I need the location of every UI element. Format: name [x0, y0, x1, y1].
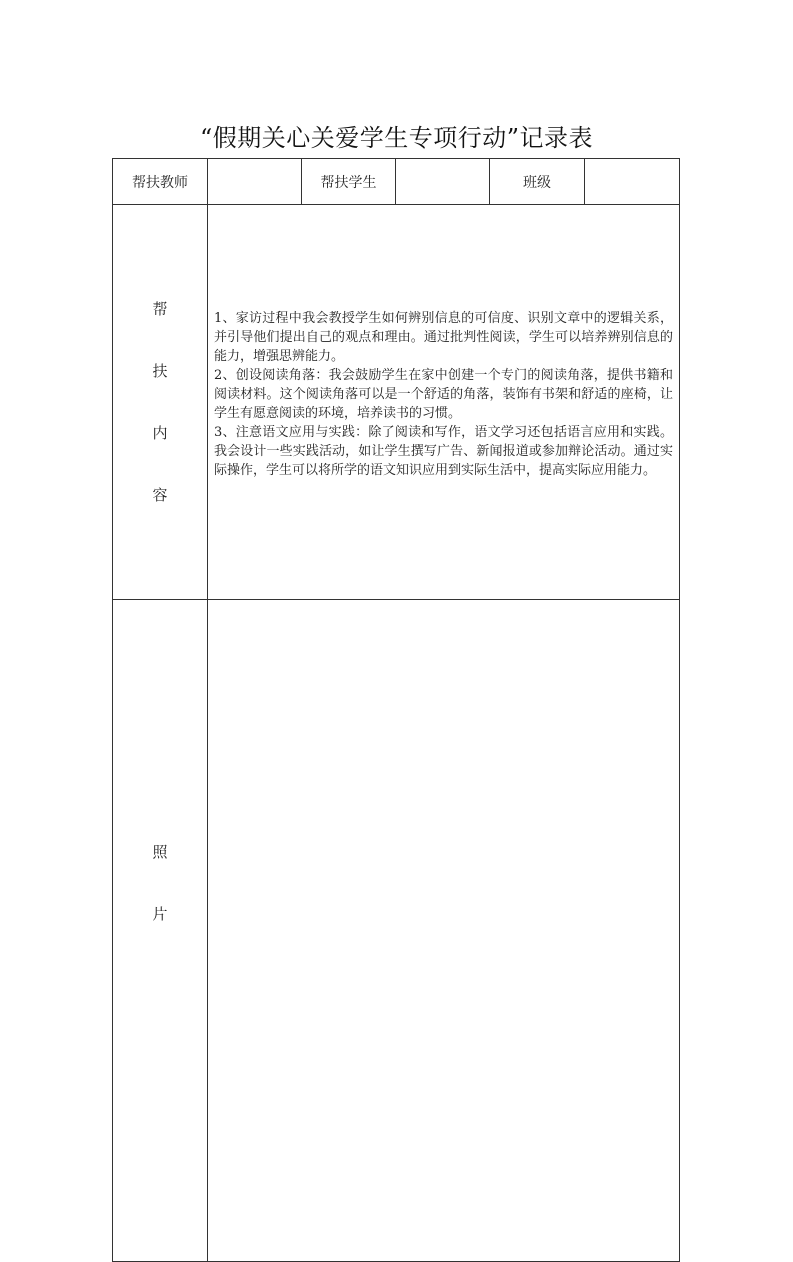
class-label: 班级	[490, 159, 585, 205]
content-paragraph: 1、家访过程中我会教授学生如何辨别信息的可信度、识别文章中的逻辑关系，并引导他们提出自己的观点和理由。通过批判性阅读，学生可以培养辨别信息的能力，增强思辨能力。	[214, 310, 673, 364]
photo-row	[113, 600, 680, 1262]
page-title: “假期关心关爱学生专项行动”记录表	[199, 124, 594, 152]
content-section-label	[113, 205, 208, 600]
content-text	[214, 309, 673, 480]
content-label-char: 容	[152, 486, 168, 504]
teacher-value-cell	[208, 159, 302, 205]
content-paragraph: 3、注意语文应用与实践：除了阅读和写作，语文学习还包括语言应用和实践。我会设计一些实践活动，如让学生撰写广告、新闻报道或参加辩论活动。通过实际操作，学生可以将所学的语文知识应用到实际生活中，提高实际应用能力。	[214, 424, 673, 478]
photo-section-label	[113, 600, 208, 1262]
record-table	[112, 158, 680, 1262]
teacher-label: 帮扶教师	[113, 159, 208, 205]
student-label: 帮扶学生	[302, 159, 396, 205]
content-label-char: 扶	[152, 362, 168, 380]
photo-label-char: 照	[152, 843, 168, 861]
content-label-char: 帮	[152, 300, 168, 318]
photo-label-char: 片	[152, 905, 168, 923]
content-cell	[208, 205, 680, 600]
student-value-cell	[396, 159, 490, 205]
content-label-char: 内	[152, 424, 168, 442]
header-row	[113, 159, 680, 205]
content-paragraph: 2、创设阅读角落：我会鼓励学生在家中创建一个专门的阅读角落，提供书籍和阅读材料。这个阅读角落可以是一个舒适的角落，装饰有书架和舒适的座椅，让学生有愿意阅读的环境，培养读书的习惯。	[214, 367, 673, 421]
content-row	[113, 205, 680, 600]
class-value-cell	[585, 159, 680, 205]
photo-area	[208, 600, 680, 1262]
